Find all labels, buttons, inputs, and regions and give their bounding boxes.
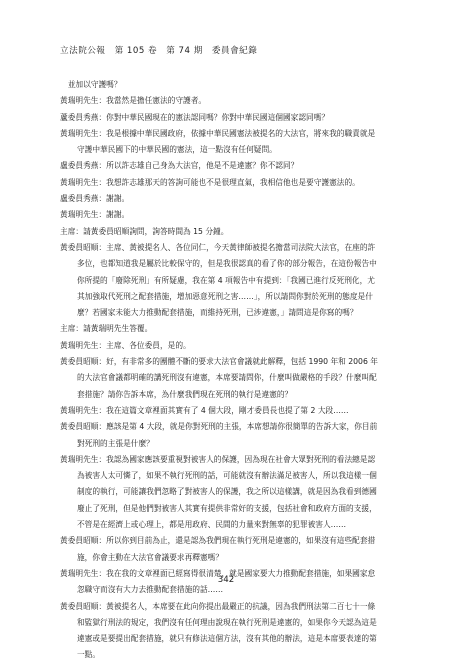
paragraph: 盧委員秀燕：所以許志雄自己身為大法官，他是不是違憲？你不認同？ xyxy=(60,161,299,171)
page-header: 立法院公報 第 105 卷 第 74 期 委員會紀錄 xyxy=(60,46,258,56)
paragraph: 黃委員昭順：主席、黃被提名人、各位同仁，今天黃律師被提名擔當司法院大法官，在座的許多位，也都知道我是屬於比較保守的，但是我很認真的看了你的部分報告，在這份報告中你所提的「廢除死刑」有所疑慮，我在第 4 項報告中有提到：「我國已進行反死刑化，尤其加強取代死刑之配套措施，增加惡意死刑之害……」，所以請問你對於死刑的態度是什麼？若國家未能大力推動配套措施，而維持死刑，已涉違憲，」請問這是你寫的嗎？ xyxy=(60,242,377,318)
paragraph: 黃委員昭順：所以你到目前為止，還是認為我們現在執行死刑是違憲的，如果沒有這些配套措施，你會主動在大法官會議要求再釋憲嗎？ xyxy=(60,536,376,562)
paragraph: 黃委員昭順：應該是第 4 大段，就是你對死刑的主張，本席想請你很簡單的告訴大家，你目前對死刑的主張是什麼？ xyxy=(60,422,378,448)
page-number: 342 xyxy=(217,575,235,585)
paragraph: 黃委員昭順：黃被提名人，本席要在此向你提出最嚴正的抗議，因為我們刑法第二百七十一條和監獄行刑法的規定，我們沒有任何理由說現在執行死刑是違憲的，如果你今天認為這是違憲或是要提出配套措施，就只有修法這個方法，沒有其他的辦法，這是本席要表達的第一點。 xyxy=(60,601,377,660)
paragraph: 黃瑞明先生：我是根據中華民國政府，依據中華民國憲法被提名的大法官，將來我的職責就是守護中華民國下的中華民國的憲法，這一點沒有任何疑問。 xyxy=(60,128,376,155)
paragraph: 黃瑞明先生：我當然是擔任憲法的守護者。 xyxy=(60,96,207,106)
paragraph: 主席：請黃委員昭順詢問，詢答時間為 15 分鐘。 xyxy=(60,226,229,236)
paragraph: 黃瑞明先生：我在我的文章裡面已經寫得很清楚，就是國家要大力推動配套措施，如果國家怠忽職守而沒有大力去推動配套措施的話…… xyxy=(60,568,376,595)
paragraph: 主席：請黃瑞明先生答覆。 xyxy=(60,324,153,334)
paragraph: 並加以守護嗎？ xyxy=(60,80,122,89)
paragraph: 黃瑞明先生：我在這篇文章裡面其實有了 4 個大段，剛才委員長也提了第 2 大段…… xyxy=(60,405,349,415)
paragraph: 黃委員昭順：好，有非常多的團體不斷的要求大法官會議就此解釋，包括 1990 年和 2006 年的大法官會議都明確的講死刑沒有違憲，本席要請問你，什麼叫做嚴格的手段？什麼叫配套措施？請你告訴本席，為什麼我們現在死刑的執行是違憲的？ xyxy=(60,357,378,399)
paragraph: 蘆委員秀燕：你對中華民國現在的憲法認同嗎？你對中華民國這個國家認同嗎？ xyxy=(60,112,330,122)
paragraph: 黃瑞明先生：我認為國家應該要重視對被害人的保護，因為現在社會大眾對死刑的看法總是認為被害人太可憐了，如果不執行死刑的話，可能就沒有辦法滿足被害人，所以我這樣一個制度的執行，可能讓我們忽略了對被害人的保護，我之所以這樣講，就是因為我看到德國廢止了死刑，但是他們對被害人其實有提供非常好的支援，包括社會和政府方面的支援，不管是在經濟上或心理上，都是用政府、民間的力量來對無辜的犯罪被害人…… xyxy=(60,454,377,530)
paragraph: 黃瑞明先生：謝謝。 xyxy=(60,210,130,220)
paragraph: 黃瑞明先生：我想許志雄那天的答詢可能也不是很理直氣，我相信他也是要守護憲法的。 xyxy=(60,177,360,187)
paragraph: 黃瑞明先生：主席、各位委員，是的。 xyxy=(60,340,191,350)
paragraph: 盧委員秀燕：謝謝。 xyxy=(60,194,130,204)
